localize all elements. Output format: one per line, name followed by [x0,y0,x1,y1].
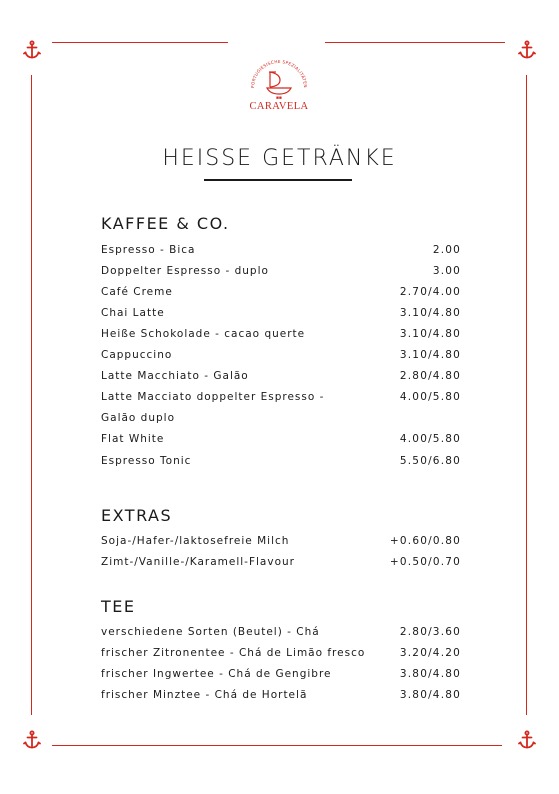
item-price: 2.80/3.60 [399,626,461,638]
item-price: 3.80/4.80 [399,689,461,701]
anchor-icon [517,730,537,750]
section-title-kaffee: KAFFEE & CO. [101,214,230,233]
page-title: HEISSE GETRÄNKE [162,146,397,171]
item-price: 2.80/4.80 [399,370,461,382]
item-name: Zimt-/Vanille-/Karamell-Flavour [101,556,295,568]
item-name: Doppelter Espresso - duplo [101,265,269,277]
item-name: Chai Latte [101,307,165,319]
logo-tagline: PORTUGIESISCHE SPEZIALITÄTEN [249,58,309,89]
item-price: 3.00 [432,265,461,277]
item-name: Cappuccino [101,349,173,361]
item-name: Latte Macciato doppelter Espresso - [101,391,325,403]
item-name: Café Creme [101,286,173,298]
item-name: Galão duplo [101,412,176,424]
item-name: Latte Macchiato - Galão [101,370,249,382]
anchor-icon [517,40,537,60]
svg-text:■■: ■■ [276,95,282,100]
item-price: 2.00 [432,244,461,256]
frame-top-right-line [325,42,505,43]
section-title-extras: EXTRAS [101,506,173,525]
item-price: 5.50/6.80 [399,455,461,467]
item-price: +0.50/0.70 [389,556,461,568]
item-name: verschiedene Sorten (Beutel) - Chá [101,626,320,638]
item-price: 3.10/4.80 [399,349,461,361]
item-price: 3.20/4.20 [399,647,461,659]
item-name: Heiße Schokolade - cacao querte [101,328,306,340]
item-name: frischer Zitronentee - Chá de Limão fresco [101,647,366,659]
item-price: 2.70/4.00 [399,286,461,298]
item-name: Espresso - Bica [101,244,196,256]
item-name: Soja-/Hafer-/laktosefreie Milch [101,535,290,547]
item-price: 4.00/5.80 [399,433,461,445]
frame-bottom-line [52,745,502,746]
item-name: frischer Ingwertee - Chá de Gengibre [101,668,332,680]
title-underline [204,179,352,181]
anchor-icon [22,730,42,750]
item-price: 3.10/4.80 [399,307,461,319]
frame-right-line [526,75,527,715]
item-price: 4.00/5.80 [399,391,461,403]
frame-top-left-line [52,42,228,43]
logo-wordmark: CARAVELA [249,101,309,112]
item-name: frischer Minztee - Chá de Hortelã [101,689,308,701]
item-name: Espresso Tonic [101,455,192,467]
item-price: 3.10/4.80 [399,328,461,340]
item-name: Flat White [101,433,165,445]
caravela-logo [240,58,318,114]
item-price: +0.60/0.80 [389,535,461,547]
anchor-icon [22,40,42,60]
section-title-tee: TEE [101,597,136,616]
item-price: 3.80/4.80 [399,668,461,680]
frame-left-line [31,75,32,715]
